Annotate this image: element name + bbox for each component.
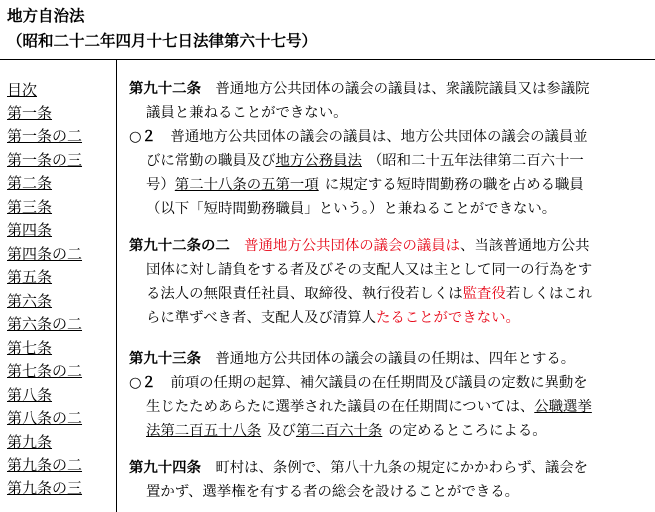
article-93-paragraph-2-line	[146, 395, 592, 419]
paragraph-text: に規定する短時間勤務の職を占める職員	[324, 177, 584, 193]
article-92-2-line	[129, 234, 590, 258]
article-94-line	[129, 456, 588, 480]
amended-text: たることができない。	[375, 310, 520, 326]
paragraph-text: 前項の任期の起算、補欠議員の在任期間及び議員の定数に異動を	[155, 375, 588, 391]
article-94-text: 町村は、条例で、第八十九条の規定にかかわらず、議会を	[200, 460, 589, 476]
article-93-text: 普通地方公共団体の議会の議員の任期は、四年とする。	[200, 351, 576, 367]
law-body	[117, 60, 655, 512]
paragraph-text: びに常勤の職員及び	[146, 153, 276, 169]
document-header	[0, 0, 655, 60]
toc-link-article-8-2[interactable]: 第八条の二	[7, 409, 83, 427]
paragraph-text: 及び	[267, 423, 296, 439]
article-94-line: 置かず、選挙権を有する者の総会を設けることができる。	[146, 484, 520, 500]
amended-text: 監査役	[462, 286, 506, 302]
link-local-public-service-act[interactable]: 地方公務員法	[275, 153, 362, 169]
article-92-paragraph-2-line	[146, 173, 584, 197]
toc-link-article-9[interactable]: 第九条	[7, 433, 53, 451]
toc-link-contents[interactable]: 目次	[7, 81, 38, 99]
paragraph-text: 号）	[146, 177, 175, 193]
article-93-line	[129, 347, 575, 371]
article-93-paragraph-2-line	[129, 371, 588, 395]
toc-link-article-3[interactable]: 第三条	[7, 198, 53, 216]
article-92-heading: 第九十二条	[129, 81, 201, 97]
article-92-2-text: らに準ずべき者、支配人及び清算人	[146, 310, 376, 326]
article-93-paragraph-2-line	[146, 419, 547, 443]
toc-link-article-4[interactable]: 第四条	[7, 221, 53, 239]
article-92-2-line	[146, 282, 592, 306]
article-92-2-line: 団体に対し請負をする者及びその支配人又は主として同一の行為をす	[146, 262, 593, 278]
toc-link-article-8[interactable]: 第八条	[7, 386, 53, 404]
amended-text: 普通地方公共団体の議会の議員は	[229, 238, 461, 254]
law-number: （昭和二十二年四月十七日法律第六十七号）	[7, 32, 318, 50]
article-92-paragraph-2-line	[129, 125, 588, 149]
paragraph-text: の定めるところによる。	[388, 423, 547, 439]
link-article-28-5-paragraph-1[interactable]: 第二十八条の五第一項	[174, 177, 319, 193]
toc-link-article-7[interactable]: 第七条	[7, 339, 53, 357]
paragraph-text: 生じたためあらたに選挙された議員の在任期間については、	[146, 399, 535, 415]
toc-link-article-5[interactable]: 第五条	[7, 268, 53, 286]
paragraph-number: ○２	[129, 129, 156, 145]
link-article-260[interactable]: 第二百六十条	[295, 423, 383, 439]
article-92-line: 議員と兼ねることができない。	[146, 105, 348, 121]
law-title: 地方自治法	[7, 7, 85, 25]
paragraph-text: 普通地方公共団体の議会の議員は、地方公共団体の議会の議員並	[155, 129, 588, 145]
toc-link-article-6-2[interactable]: 第六条の二	[7, 315, 83, 333]
article-92-2-line	[146, 306, 520, 330]
toc-link-article-9-3[interactable]: 第九条の三	[7, 479, 83, 497]
article-92-paragraph-2-line: （以下「短時間勤務職員」という。）と兼ねることができない。	[146, 201, 557, 217]
article-92-2-text: 、当該普通地方公共	[460, 238, 590, 254]
table-of-contents	[0, 60, 117, 512]
article-94-heading: 第九十四条	[129, 460, 201, 476]
article-92-line	[129, 77, 590, 101]
article-93-heading: 第九十三条	[129, 351, 201, 367]
toc-link-article-1-2[interactable]: 第一条の二	[7, 127, 83, 145]
toc-link-article-9-2[interactable]: 第九条の二	[7, 456, 83, 474]
toc-link-article-1-3[interactable]: 第一条の三	[7, 151, 83, 169]
article-92-2-heading: 第九十二条の二	[129, 238, 230, 254]
article-92-2-text: 若しくはこれ	[505, 286, 593, 302]
paragraph-number: ○２	[129, 375, 156, 391]
article-92-paragraph-2-line	[146, 149, 584, 173]
toc-link-article-4-2[interactable]: 第四条の二	[7, 245, 83, 263]
toc-link-article-7-2[interactable]: 第七条の二	[7, 362, 83, 380]
paragraph-text: （昭和二十五年法律第二百六十一	[367, 153, 584, 169]
link-article-258[interactable]: 法第二百五十八条	[146, 423, 262, 439]
toc-link-article-1[interactable]: 第一条	[7, 104, 53, 122]
link-public-offices-election-act[interactable]: 公職選挙	[534, 399, 592, 415]
article-92-2-text: る法人の無限責任社員、取締役、執行役若しくは	[146, 286, 463, 302]
article-92-text: 普通地方公共団体の議会の議員は、衆議院議員又は参議院	[200, 81, 590, 97]
toc-link-article-6[interactable]: 第六条	[7, 292, 53, 310]
toc-link-article-2[interactable]: 第二条	[7, 174, 53, 192]
